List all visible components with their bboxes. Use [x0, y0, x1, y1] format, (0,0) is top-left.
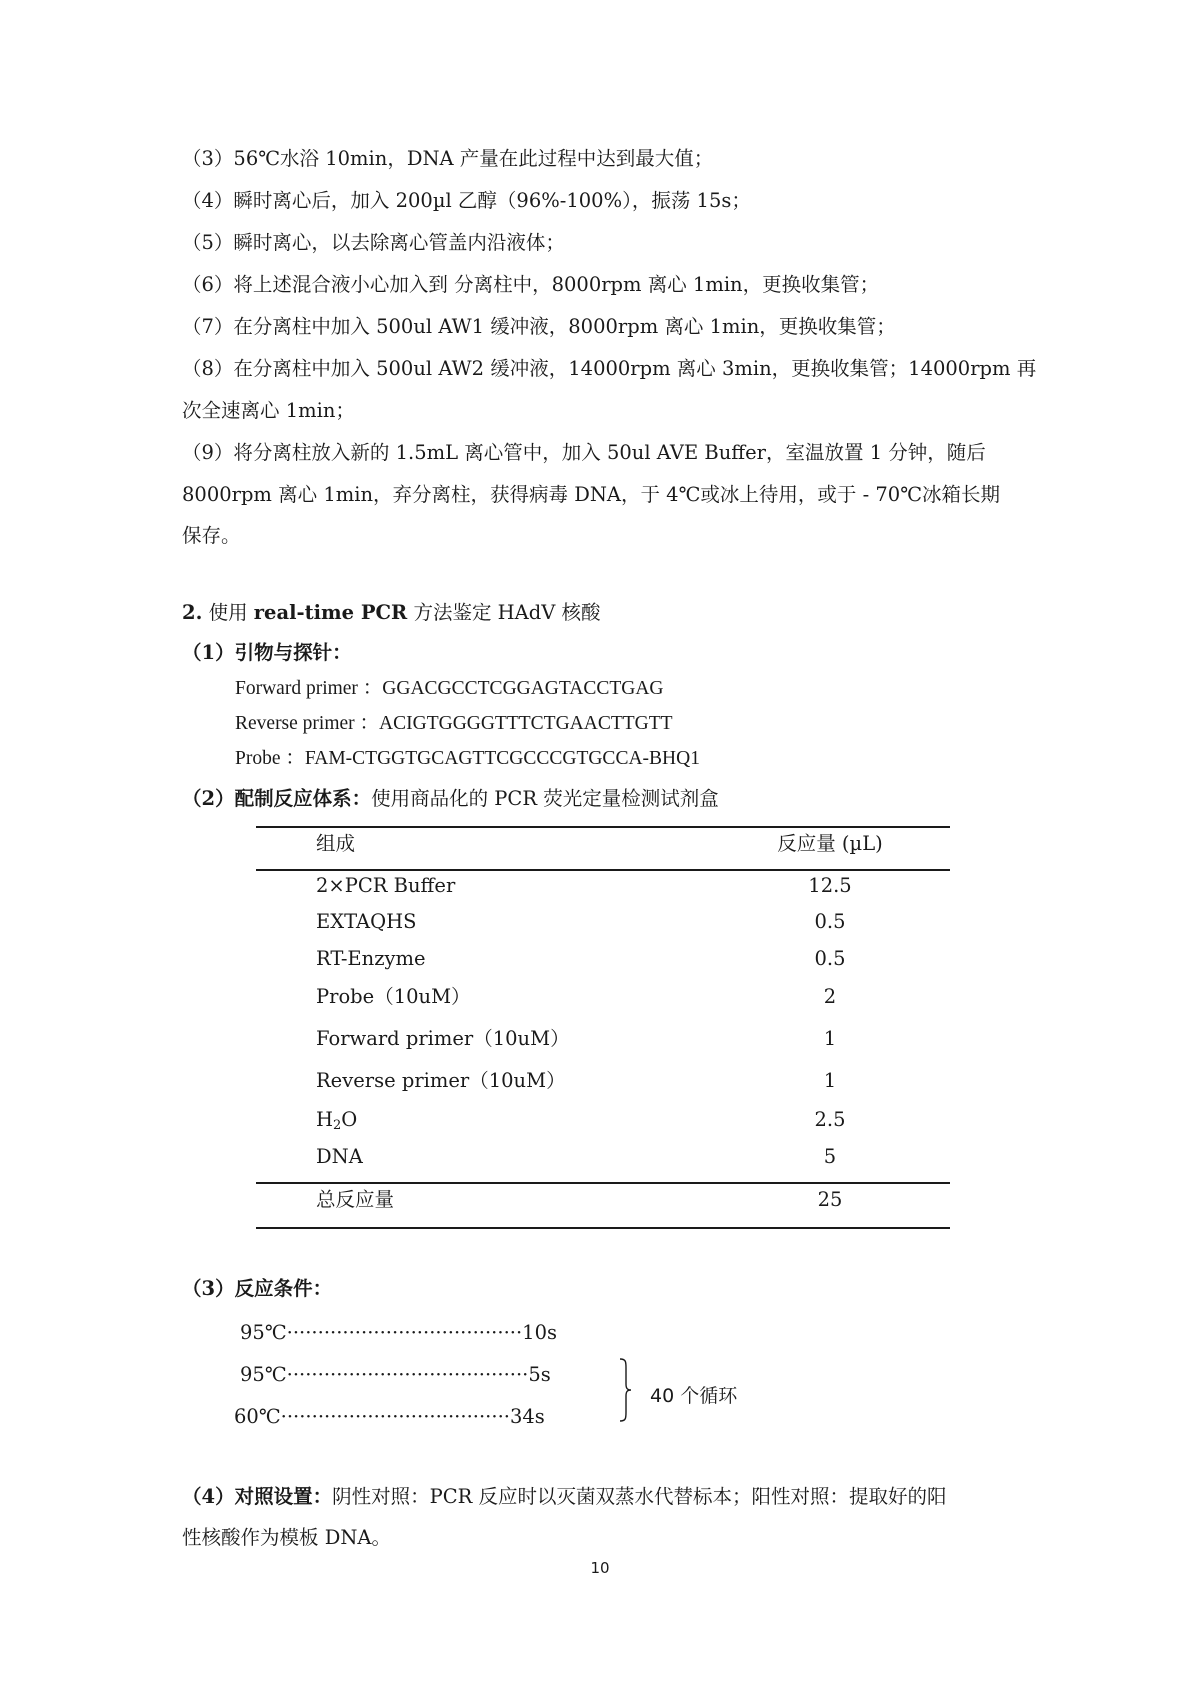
table-header-volume: 反应量 (µL)	[777, 832, 883, 855]
step-6: （6）将上述混合液小心加入到 分离柱中，8000rpm 离心 1min，更换收集管；	[182, 273, 880, 296]
page-number: 10	[590, 1559, 610, 1577]
controls-line-1: （4）对照设置：阴性对照：PCR 反应时以灭菌双蒸水代替标本；阳性对照：提取好的阳	[182, 1485, 947, 1508]
cycles-label: 40 个循环	[650, 1385, 738, 1407]
table-row-volume: 0.5	[814, 947, 846, 970]
table-total-rule	[256, 1182, 950, 1184]
table-header-rule	[256, 869, 950, 871]
table-row-volume: 5	[823, 1145, 837, 1168]
table-total-value: 25	[817, 1188, 843, 1211]
table-row-volume: 1	[823, 1069, 837, 1092]
probe: Probe ：FAM-CTGGTGCAGTTCGCCCGTGCCA-BHQ1	[235, 748, 700, 769]
section-2-heading: 2. 使用 real-time PCR 方法鉴定 HAdV 核酸	[182, 601, 601, 624]
step-9: （9）将分离柱放入新的 1.5mL 离心管中，加入 50ul AVE Buffer，室温放置 1 分钟，随后	[182, 441, 986, 464]
step-5: （5）瞬时离心，以去除离心管盖内沿液体；	[182, 231, 565, 254]
reaction-system-subheading: （2）配制反应体系：使用商品化的 PCR 荧光定量检测试剂盒	[182, 787, 719, 810]
conditions-subheading: （3）反应条件：	[182, 1277, 333, 1300]
table-row-component: $H_2O$	[316, 1108, 358, 1133]
condition-step-3: 60℃·····································34s	[234, 1405, 545, 1428]
step-8: （8）在分离柱中加入 500ul AW2 缓冲液，14000rpm 离心 3min，更换收集管；14000rpm 再	[182, 357, 1037, 380]
reverse-primer: Reverse primer ：ACIGTGGGGTTTCTGAACTTGTT	[235, 713, 673, 734]
table-row-volume: 2.5	[814, 1108, 846, 1131]
step-4: （4）瞬时离心后，加入 200µl 乙醇（96%-100%），振荡 15s；	[182, 189, 751, 212]
table-row-component: DNA	[316, 1145, 363, 1168]
table-header-component: 组成	[316, 832, 356, 855]
table-row-volume: 2	[823, 985, 837, 1008]
condition-step-2: 95℃·······································5s	[240, 1363, 551, 1386]
step-7: （7）在分离柱中加入 500ul AW1 缓冲液，8000rpm 离心 1min，更换收集管；	[182, 315, 896, 338]
table-row-component: EXTAQHS	[316, 910, 417, 933]
forward-primer: Forward primer ：GGACGCCTCGGAGTACCTGAG	[235, 678, 664, 699]
condition-step-1: 95℃······································10s	[240, 1321, 557, 1344]
table-top-rule	[256, 826, 950, 828]
table-row-volume: 1	[823, 1027, 837, 1050]
right-brace-icon	[618, 1358, 632, 1422]
table-row-volume: 0.5	[814, 910, 846, 933]
table-row-component: Probe（10uM）	[316, 985, 471, 1008]
table-row-component: Forward primer（10uM）	[316, 1027, 570, 1050]
step-9-cont: 8000rpm 离心 1min，弃分离柱，获得病毒 DNA，于 4℃或冰上待用，或于 - 70℃冰箱长期	[182, 483, 1001, 506]
table-bottom-rule	[256, 1227, 950, 1229]
step-9-cont2: 保存。	[182, 524, 241, 547]
controls-line-2: 性核酸作为模板 DNA。	[182, 1526, 391, 1549]
step-3: （3）56℃水浴 10min，DNA 产量在此过程中达到最大值；	[182, 147, 714, 170]
table-row-component: RT-Enzyme	[316, 947, 426, 970]
table-row-component: Reverse primer（10uM）	[316, 1069, 566, 1092]
primers-subheading: （1）引物与探针：	[182, 641, 352, 664]
step-8-cont: 次全速离心 1min；	[182, 399, 355, 422]
table-row-component: 2×PCR Buffer	[316, 874, 456, 897]
table-row-volume: 12.5	[808, 874, 852, 897]
table-total-label: 总反应量	[316, 1188, 395, 1211]
